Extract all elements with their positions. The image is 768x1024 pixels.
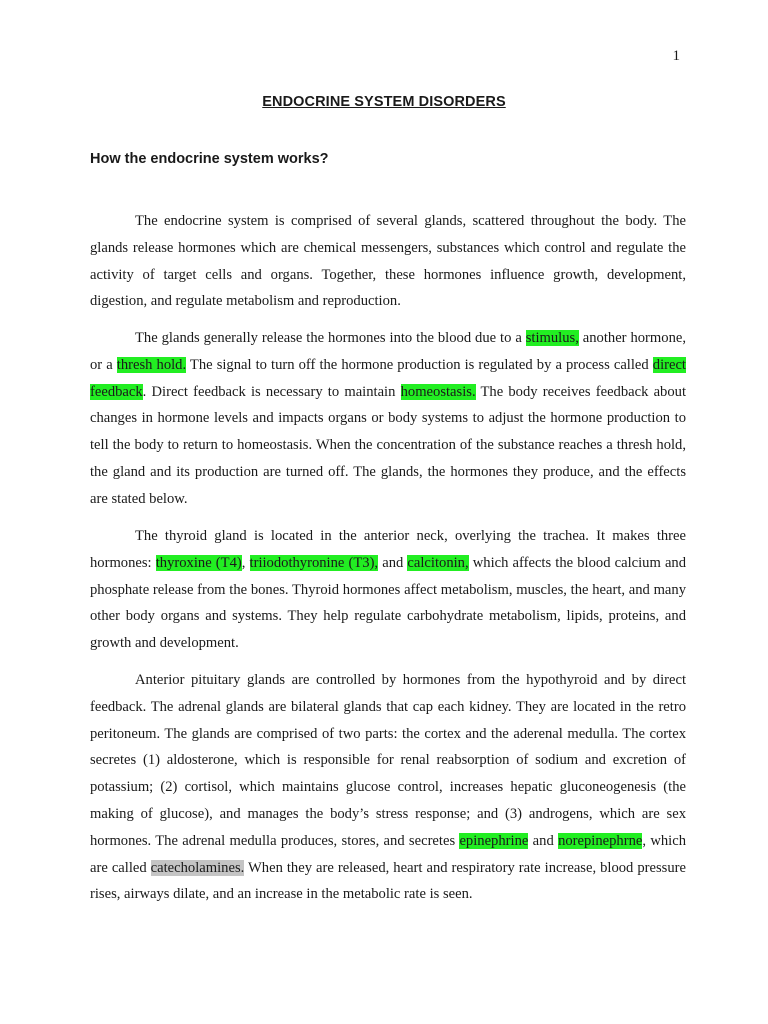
- highlight-catecholamines: catecholamines.: [150, 859, 245, 876]
- paragraph-adrenal: [90, 667, 686, 908]
- text-run: The glands generally release the hormones into the blood due to a: [135, 330, 526, 346]
- paragraph-endocrine-overview: [90, 208, 686, 315]
- paragraph-text: The endocrine system is comprised of several glands, scattered throughout the body. The glands release hormones which are chemical messengers, substances which control and regulate the activity of target cells and organs. Together, these hormones influence growth, development, digestion, and regulate metabolism and reproduction.: [90, 213, 686, 310]
- section-heading: How the endocrine system works?: [90, 151, 329, 167]
- text-run: The thyroid gland is located in the anterior neck, overlying the trachea. It makes three hormones:: [90, 528, 686, 571]
- paragraph-text: [90, 523, 686, 657]
- text-run: The signal to turn off the hormone production is regulated by a process called: [186, 356, 653, 373]
- text-run: another hormone, or a: [90, 330, 686, 373]
- page-number: 1: [672, 48, 680, 64]
- paragraph-text: [90, 667, 686, 908]
- highlight-norepinephrine: norepinephrne: [558, 832, 643, 849]
- paragraph-thyroid: [90, 523, 686, 657]
- highlight-calcitonin: calcitonin,: [407, 554, 469, 571]
- highlight-thyroxine: thyroxine (T4): [155, 554, 242, 571]
- highlight-epinephrine: epinephrine: [459, 832, 529, 849]
- text-run: and: [378, 554, 408, 571]
- document-title: ENDOCRINE SYSTEM DISORDERS: [262, 94, 506, 110]
- highlight-stimulus: stimulus,: [525, 330, 579, 346]
- paragraph-text: [90, 325, 686, 513]
- text-run: which affects the blood calcium and phosphate release from the bones. Thyroid hormones affect metabolism, muscles, the heart, and many other body organs and systems. They help regulate carbohydrate metabolism, lipids, proteins, and growth and development.: [90, 554, 687, 652]
- text-run: Anterior pituitary glands are controlled by hormones from the hypothyroid and by direct feedback. The adrenal glands are bilateral glands that cap each kidney. They are located in the retro peritoneum. The glands are comprised of two parts: the cortex and the aderenal medulla. The cortex secretes (1) aldosterone, which is responsible for renal reabsorption of sodium and excretion of potassium; (2) cortisol, which maintains glucose control, increases hepatic gluconeogenesis (the making of glucose), and manages the body’s stress response; and (3) androgens, which are sex hormones. The adrenal medulla produces, stores, and secretes: [90, 672, 686, 849]
- highlight-direct-feedback: direct feedback: [90, 356, 686, 400]
- text-run: . Direct feedback is necessary to maintain: [142, 383, 401, 400]
- paragraph-hormone-release: [90, 325, 686, 513]
- text-run: The body receives feedback about changes in hormone levels and impacts organs or body systems to adjust the hormone production to tell the body to return to homeostasis. When the concentration of the substance reaches a thresh hold, the gland and its production are turned off. The glands, the hormones they produce, and the effects are stated below.: [90, 383, 686, 507]
- highlight-triiodothyronine: triiodothyronine (T3),: [249, 554, 379, 571]
- text-run: and: [528, 832, 559, 849]
- text-run: When they are released, heart and respiratory rate increase, blood pressure rises, airways dilate, and an increase in the metabolic rate is seen.: [90, 859, 686, 903]
- text-run: , which are called: [90, 832, 686, 876]
- text-run: ,: [241, 554, 250, 571]
- highlight-thresh-hold: thresh hold.: [116, 356, 187, 373]
- highlight-homeostasis: homeostasis.: [400, 383, 476, 400]
